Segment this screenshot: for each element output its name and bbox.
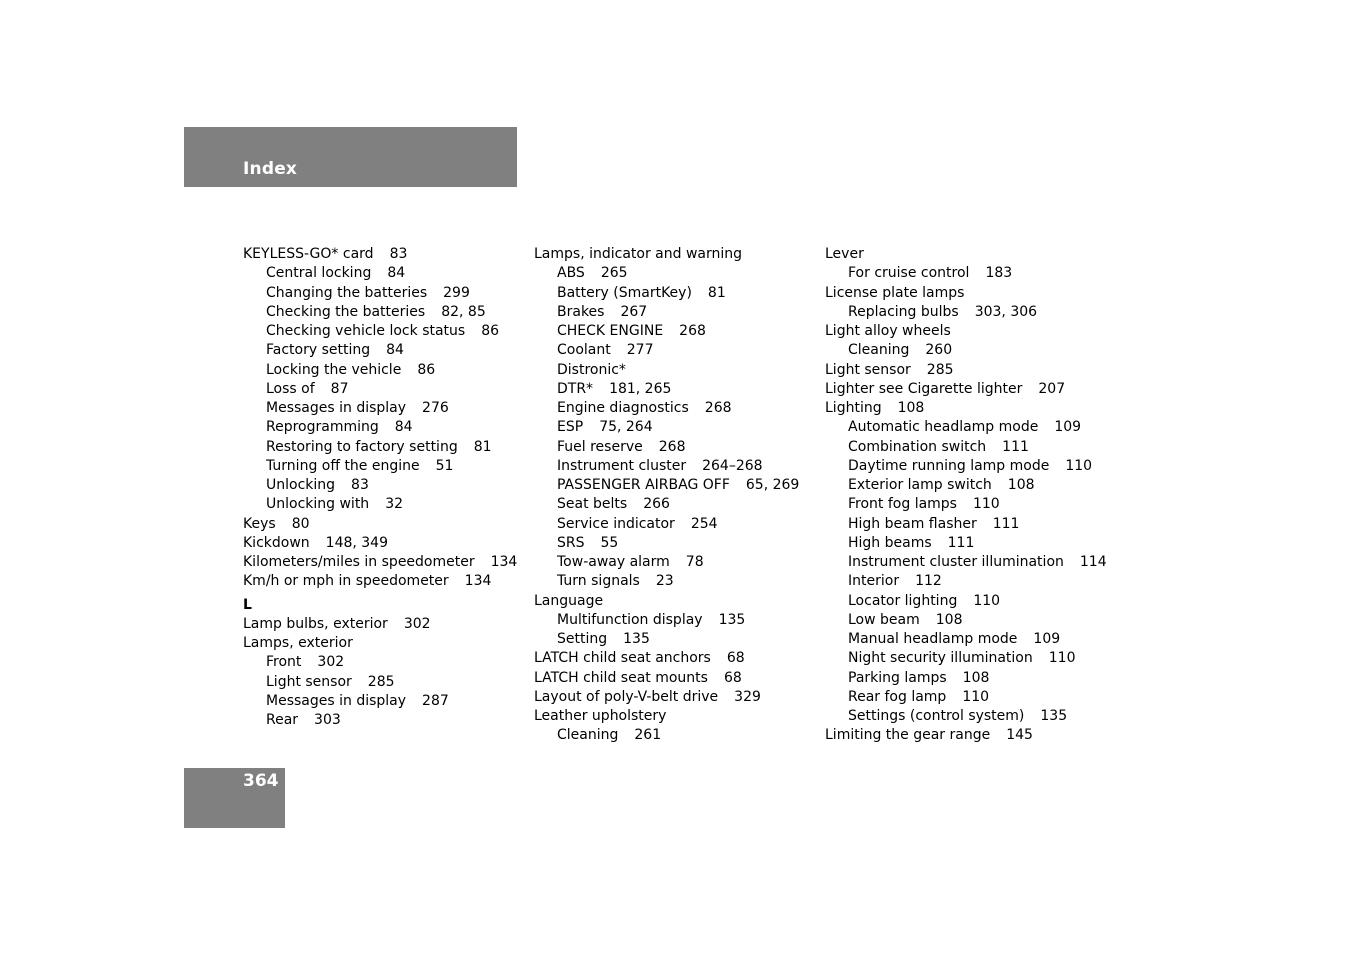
index-entry-pages[interactable]: 110 [973,592,1001,609]
index-entry-term: Lamps, indicator and warning [534,246,743,262]
index-letter-heading [243,596,517,615]
index-entry-term: Interior [848,573,900,590]
index-entry-term: High beam flasher [848,515,977,532]
index-entry-pages[interactable]: 145 [1006,727,1033,744]
index-entry-pages[interactable]: 111 [992,515,1020,532]
index-entry-pages[interactable]: 83 [389,246,408,262]
index-entry-pages[interactable]: 80 [291,515,310,532]
index-entry-term: Kilometers/miles in speedometer [243,554,475,570]
index-entry [243,673,517,692]
index-entry [534,399,799,418]
index-entry [534,669,799,688]
index-entry [825,457,1107,476]
index-entry-term: Turning off the engine [266,457,420,474]
index-entry [243,615,517,634]
index-entry-term: Central locking [266,265,372,282]
index-entry-term: For cruise control [848,265,970,282]
index-entry-term: Unlocking with [266,496,370,513]
index-entry-term: Front [266,654,302,671]
index-entry [825,438,1107,457]
index-column-2 [534,245,799,746]
index-entry-pages[interactable]: 86 [417,361,436,378]
index-entry-term: ABS [557,265,585,282]
index-entry-term: Engine diagnostics [557,400,689,416]
index-entry-term: Layout of poly-V-belt drive [534,688,719,705]
index-entry-pages[interactable]: 268 [679,323,706,339]
index-entry-term: Language [534,592,604,609]
index-entry-term: Tow-away alarm [557,554,670,570]
index-entry [825,380,1107,399]
index-entry-term: Locking the vehicle [266,361,402,378]
index-entry [825,495,1107,514]
index-entry-term: Automatic headlamp mode [848,419,1039,436]
index-entry-pages[interactable]: 303, 306 [974,303,1038,320]
index-entry [534,418,799,437]
index-entry [825,245,1107,264]
index-entry-pages[interactable]: 81 [473,438,492,455]
index-entry-pages[interactable]: 134 [490,554,518,570]
index-entry [534,553,799,572]
index-entry-pages[interactable]: 287 [422,692,449,709]
index-entry [825,303,1107,322]
index-entry-pages[interactable]: 135 [718,611,746,628]
index-entry-term: High beams [848,534,932,551]
index-entry-term: Checking the batteries [266,303,426,320]
index-entry-term: Restoring to factory setting [266,438,458,455]
index-entry-term: Combination switch [848,438,987,455]
index-entry-term: Low beam [848,611,920,628]
index-entry [825,399,1107,418]
index-entry [825,669,1107,688]
index-entry-term: Distronic* [557,361,626,378]
index-entry [534,572,799,591]
index-entry-term: Km/h or mph in speedometer [243,573,449,590]
index-entry-pages[interactable]: 81 [707,284,726,301]
index-entry-term: Coolant [557,342,611,359]
index-entry-pages[interactable]: 84 [386,342,404,359]
index-entry [825,707,1107,726]
index-entry-term: Light sensor [825,361,911,378]
index-entry-term: Exterior lamp switch [848,477,992,493]
index-entry-pages[interactable]: 302 [403,615,431,632]
index-entry-pages[interactable]: 84 [394,419,413,436]
index-entry-term: Rear [266,712,299,728]
index-entry-pages[interactable]: 181, 265 [609,380,672,397]
index-entry [243,264,517,283]
index-entry [825,534,1107,553]
index-entry [243,515,517,534]
index-entry [534,534,799,553]
index-entry [243,572,517,591]
index-entry [534,630,799,649]
index-column-1 [243,245,517,730]
index-entry [534,264,799,283]
index-entry-pages[interactable]: 108 [935,611,963,628]
index-entry-pages[interactable]: 23 [655,573,674,590]
index-entry-term: Service indicator [557,515,675,532]
index-entry [243,634,517,653]
index-entry-pages[interactable]: 109 [1033,631,1061,647]
index-entry-term: Front fog lamps [848,496,957,513]
index-entry [825,284,1107,303]
index-entry-pages[interactable]: 51 [435,457,454,474]
index-entry-pages[interactable]: 276 [422,400,449,416]
index-entry [534,592,799,611]
index-entry [243,438,517,457]
index-entry [243,245,517,264]
index-entry [825,630,1107,649]
index-entry [534,726,799,745]
index-entry-pages[interactable]: 65, 269 [745,477,800,493]
index-entry-term: SRS [557,534,585,551]
index-entry-term: Cleaning [557,727,619,744]
index-entry-pages[interactable]: 299 [443,284,470,301]
index-entry-pages[interactable]: 267 [620,303,648,320]
index-entry-term: Multifunction display [557,611,703,628]
index-entry-pages[interactable]: 82, 85 [441,303,486,320]
index-entry-term: Messages in display [266,692,407,709]
index-entry [825,361,1107,380]
index-entry-pages[interactable]: 110 [962,688,990,705]
index-entry-pages[interactable]: 183 [985,265,1013,282]
index-entry [243,361,517,380]
index-entry [534,688,799,707]
index-entry-term: Limiting the gear range [825,727,991,744]
index-entry-pages[interactable]: 285 [367,673,395,690]
index-entry-term: Reprogramming [266,419,379,436]
index-entry [243,284,517,303]
index-entry-term: Lighter see Cigarette lighter [825,380,1023,397]
index-entry [825,341,1107,360]
index-entry-pages[interactable]: 87 [330,380,349,397]
index-entry-term: Night security illumination [848,650,1033,667]
index-entry-term: Lighting [825,400,882,416]
index-entry [534,515,799,534]
index-entry-pages[interactable]: 207 [1038,380,1066,397]
index-entry-pages[interactable]: 112 [915,573,942,590]
header-bar [184,127,517,187]
index-entry-term: Settings (control system) [848,708,1025,724]
index-entry-term: Lamp bulbs, exterior [243,615,388,632]
index-entry [243,457,517,476]
index-entry [534,476,799,495]
index-entry-term: Keys [243,515,276,532]
index-entry-term: LATCH child seat anchors [534,650,711,667]
index-entry-term: L [243,596,252,613]
index-entry [243,476,517,495]
index-entry-term: Replacing bulbs [848,303,959,320]
index-entry [534,303,799,322]
index-entry-term: Parking lamps [848,669,947,686]
index-entry [243,692,517,711]
index-entry [534,284,799,303]
page-number: 364 [243,771,279,791]
index-entry [534,380,799,399]
index-entry [243,303,517,322]
index-entry-pages[interactable]: 135 [623,631,650,647]
index-entry-term: License plate lamps [825,284,965,301]
index-entry-pages[interactable]: 268 [704,400,732,416]
index-entry-pages[interactable]: 254 [690,515,718,532]
index-entry [243,534,517,553]
index-entry-term: Leather upholstery [534,708,667,724]
index-entry [243,418,517,437]
index-entry [825,322,1107,341]
index-entry-pages[interactable]: 108 [1007,477,1035,493]
index-entry [534,322,799,341]
index-entry [243,399,517,418]
index-entry-pages[interactable]: 261 [634,727,662,744]
index-entry-term: Lever [825,246,864,262]
index-entry [825,592,1107,611]
index-entry [825,726,1107,745]
index-entry-pages[interactable]: 78 [685,554,704,570]
index-entry [825,418,1107,437]
index-entry [534,361,799,380]
index-entry-pages[interactable]: 111 [1002,438,1029,455]
index-entry-pages[interactable]: 285 [926,361,954,378]
index-entry [825,688,1107,707]
index-entry-pages[interactable]: 68 [723,669,742,686]
index-entry-pages[interactable]: 264–268 [702,457,763,474]
index-entry [534,649,799,668]
index-entry-pages[interactable]: 266 [643,496,670,513]
index-entry-term: Kickdown [243,534,310,551]
index-entry [243,711,517,730]
index-entry [243,380,517,399]
index-entry-pages[interactable]: 260 [925,342,953,359]
index-entry-term: CHECK ENGINE [557,323,664,339]
index-entry-pages[interactable]: 109 [1054,419,1082,436]
index-entry-term: Battery (SmartKey) [557,284,692,301]
index-entry [534,707,799,726]
index-entry-term: Messages in display [266,400,407,416]
index-entry-term: Brakes [557,303,605,320]
index-entry-term: Light sensor [266,673,352,690]
index-entry-term: Light alloy wheels [825,323,951,339]
index-entry-pages[interactable]: 108 [962,669,990,686]
index-entry-term: Cleaning [848,342,910,359]
index-entry-pages[interactable]: 303 [314,712,341,728]
page-number-tab [184,768,285,828]
index-entry [243,495,517,514]
index-entry-term: Lamps, exterior [243,635,353,651]
index-entry-pages[interactable]: 111 [947,534,975,551]
index-entry-term: Rear fog lamp [848,688,947,705]
index-entry-pages[interactable]: 114 [1079,554,1107,570]
page-title: Index [243,159,298,179]
index-entry-term: Locator lighting [848,592,958,609]
index-entry-pages[interactable]: 329 [734,688,761,705]
index-entry [534,457,799,476]
index-entry [243,322,517,341]
index-entry-pages[interactable]: 83 [351,477,369,493]
index-entry-term: Daytime running lamp mode [848,457,1050,474]
index-entry [534,438,799,457]
index-entry-term: Turn signals [557,573,640,590]
index-entry [534,495,799,514]
index-entry-pages[interactable]: 55 [600,534,619,551]
index-entry [243,341,517,360]
index-entry-term: LATCH child seat mounts [534,669,708,686]
index-entry [825,476,1107,495]
index-entry-pages[interactable]: 110 [1065,457,1093,474]
index-entry-pages[interactable]: 32 [385,496,404,513]
index-entry-pages[interactable]: 268 [658,438,686,455]
index-entry-term: Factory setting [266,342,371,359]
index-entry-pages[interactable]: 277 [626,342,654,359]
index-entry-pages[interactable]: 75, 264 [599,419,653,436]
index-entry [534,611,799,630]
index-entry [825,611,1107,630]
index-entry-term: Setting [557,631,608,647]
index-entry-pages[interactable]: 110 [1048,650,1076,667]
index-entry [825,553,1107,572]
index-entry-term: Fuel reserve [557,438,643,455]
index-entry-pages[interactable]: 302 [317,654,345,671]
index-entry [243,653,517,672]
index-entry-pages[interactable]: 86 [481,323,500,339]
index-entry [534,245,799,264]
index-entry-pages[interactable]: 265 [600,265,628,282]
index-entry-term: DTR* [557,380,594,397]
index-entry [825,572,1107,591]
index-entry-pages[interactable]: 135 [1040,708,1068,724]
index-entry [534,341,799,360]
index-entry-pages[interactable]: 134 [464,573,492,590]
index-entry [243,553,517,572]
index-entry-pages[interactable]: 110 [972,496,1000,513]
index-column-3 [825,245,1107,746]
index-entry-pages[interactable]: 68 [726,650,745,667]
index-entry-term: PASSENGER AIRBAG OFF [557,477,730,493]
index-entry-pages[interactable]: 148, 349 [325,534,388,551]
index-entry [825,515,1107,534]
index-entry-term: KEYLESS-GO* card [243,246,374,262]
index-entry-term: ESP [557,419,584,436]
index-entry [825,649,1107,668]
index-entry [825,264,1107,283]
index-entry-term: Changing the batteries [266,284,428,301]
index-entry-term: Unlocking [266,477,336,493]
index-entry-term: Checking vehicle lock status [266,323,466,339]
index-entry-term: Instrument cluster illumination [848,554,1064,570]
index-entry-term: Instrument cluster [557,457,687,474]
index-entry-term: Loss of [266,380,315,397]
index-entry-term: Seat belts [557,496,628,513]
index-entry-pages[interactable]: 108 [897,400,925,416]
index-entry-pages[interactable]: 84 [387,265,406,282]
index-entry-term: Manual headlamp mode [848,631,1018,647]
